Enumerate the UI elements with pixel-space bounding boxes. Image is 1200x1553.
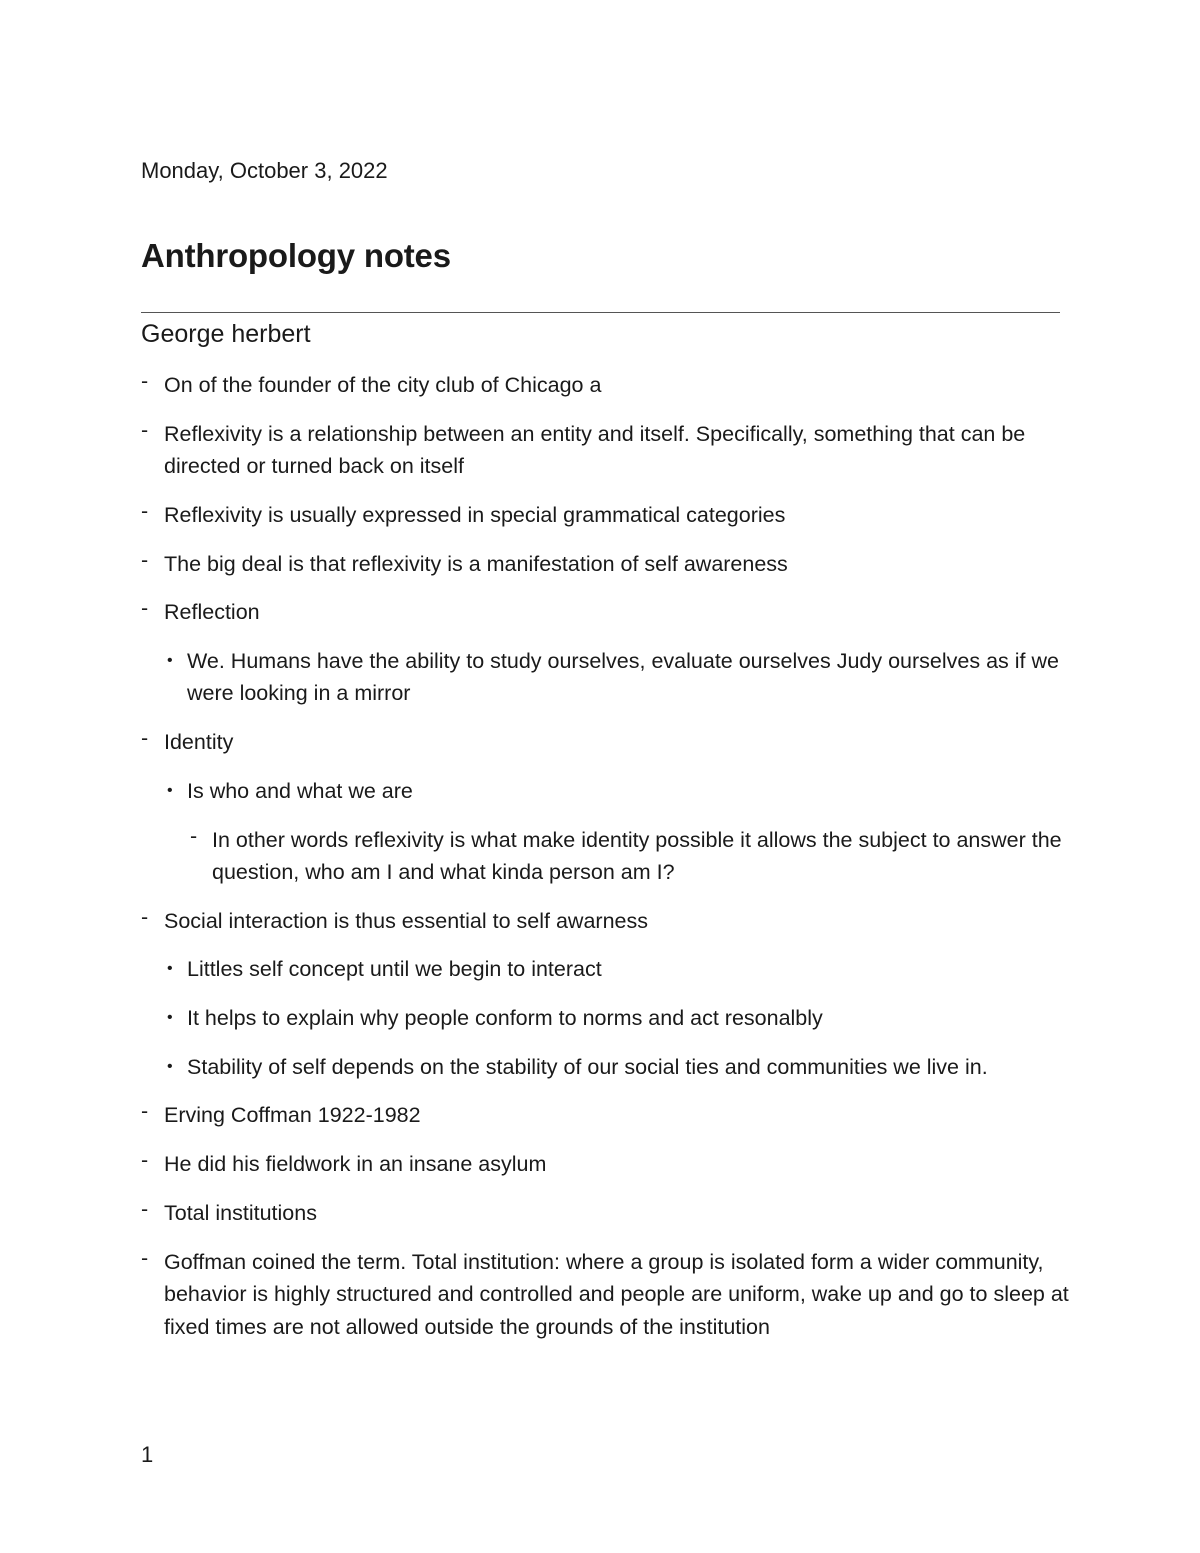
dash-marker: - [190,823,198,848]
list-item [141,596,1071,629]
page-title: Anthropology notes [141,237,451,274]
list-item-text: Goffman coined the term. Total institution: where a group is isolated form a wider community, behavior is highly structured and controlled and people are uniform, wake up and go to sleep at fixed times are not allowed outside the grounds of the institution [164,1249,1069,1339]
list-item [141,905,1071,938]
bullet-marker: • [167,781,173,799]
list-item-text: On of the founder of the city club of Chicago a [164,373,602,397]
title-divider [141,312,1060,313]
dash-marker: - [141,904,149,929]
list-item [141,418,1071,483]
notes-list [141,369,1071,1359]
dash-marker: - [141,417,149,442]
list-item [141,548,1071,581]
list-item [141,953,1071,986]
list-item [141,1197,1071,1230]
list-item-text: He did his fieldwork in an insane asylum [164,1152,547,1177]
dash-marker: - [141,1245,149,1270]
page-number: 1 [141,1442,154,1467]
list-item [141,1246,1071,1344]
bullet-marker: • [167,651,173,669]
bullet-marker: • [167,1057,173,1075]
dash-marker: - [141,596,149,621]
dash-marker: - [141,369,149,393]
list-item-text: In other words reflexivity is what make identity possible it allows the subject to answer the question, who am I and what kinda person am I? [212,827,1062,884]
list-item-text: Total institutions [164,1200,317,1225]
list-item-text: Identity [164,730,234,755]
list-item [141,1148,1071,1181]
list-item [141,726,1071,759]
note-date: Monday, October 3, 2022 [141,158,388,183]
list-item-text: Stability of self depends on the stability of our social ties and communities we live in. [187,1054,988,1079]
bullet-marker: • [167,1009,173,1027]
list-item [141,1002,1071,1035]
list-item [141,499,1071,532]
list-item-text: The big deal is that reflexivity is a manifestation of self awareness [164,551,788,576]
dash-marker: - [141,1099,149,1124]
list-item [141,369,1071,402]
list-item-text: Erving Coffman 1922-1982 [164,1103,421,1128]
dash-marker: - [141,1196,149,1221]
list-item [141,775,1071,808]
list-item-text: Reflexivity is a relationship between an entity and itself. Specifically, something that can be directed or turned back on itself [164,421,1026,479]
list-item-text: Reflection [164,600,260,625]
dash-marker: - [141,547,149,572]
list-item-text: It helps to explain why people conform to norms and act resonalbly [187,1006,823,1031]
list-item [141,824,1071,889]
dash-marker: - [141,1148,149,1173]
list-item-text: Social interaction is thus essential to self awarness [164,908,648,933]
list-item-text: Is who and what we are [187,778,413,803]
list-item-text: Reflexivity is usually expressed in special grammatical categories [164,502,786,527]
list-item [141,645,1071,710]
list-item [141,1051,1071,1084]
section-heading: George herbert [141,320,311,348]
list-item [141,1099,1071,1132]
dash-marker: - [141,498,149,523]
list-item-text: We. Humans have the ability to study ourselves, evaluate ourselves Judy ourselves as if we were looking in a mirror [187,648,1059,706]
dash-marker: - [141,726,149,751]
bullet-marker: • [167,960,173,978]
list-item-text: Littles self concept until we begin to interact [187,957,602,982]
